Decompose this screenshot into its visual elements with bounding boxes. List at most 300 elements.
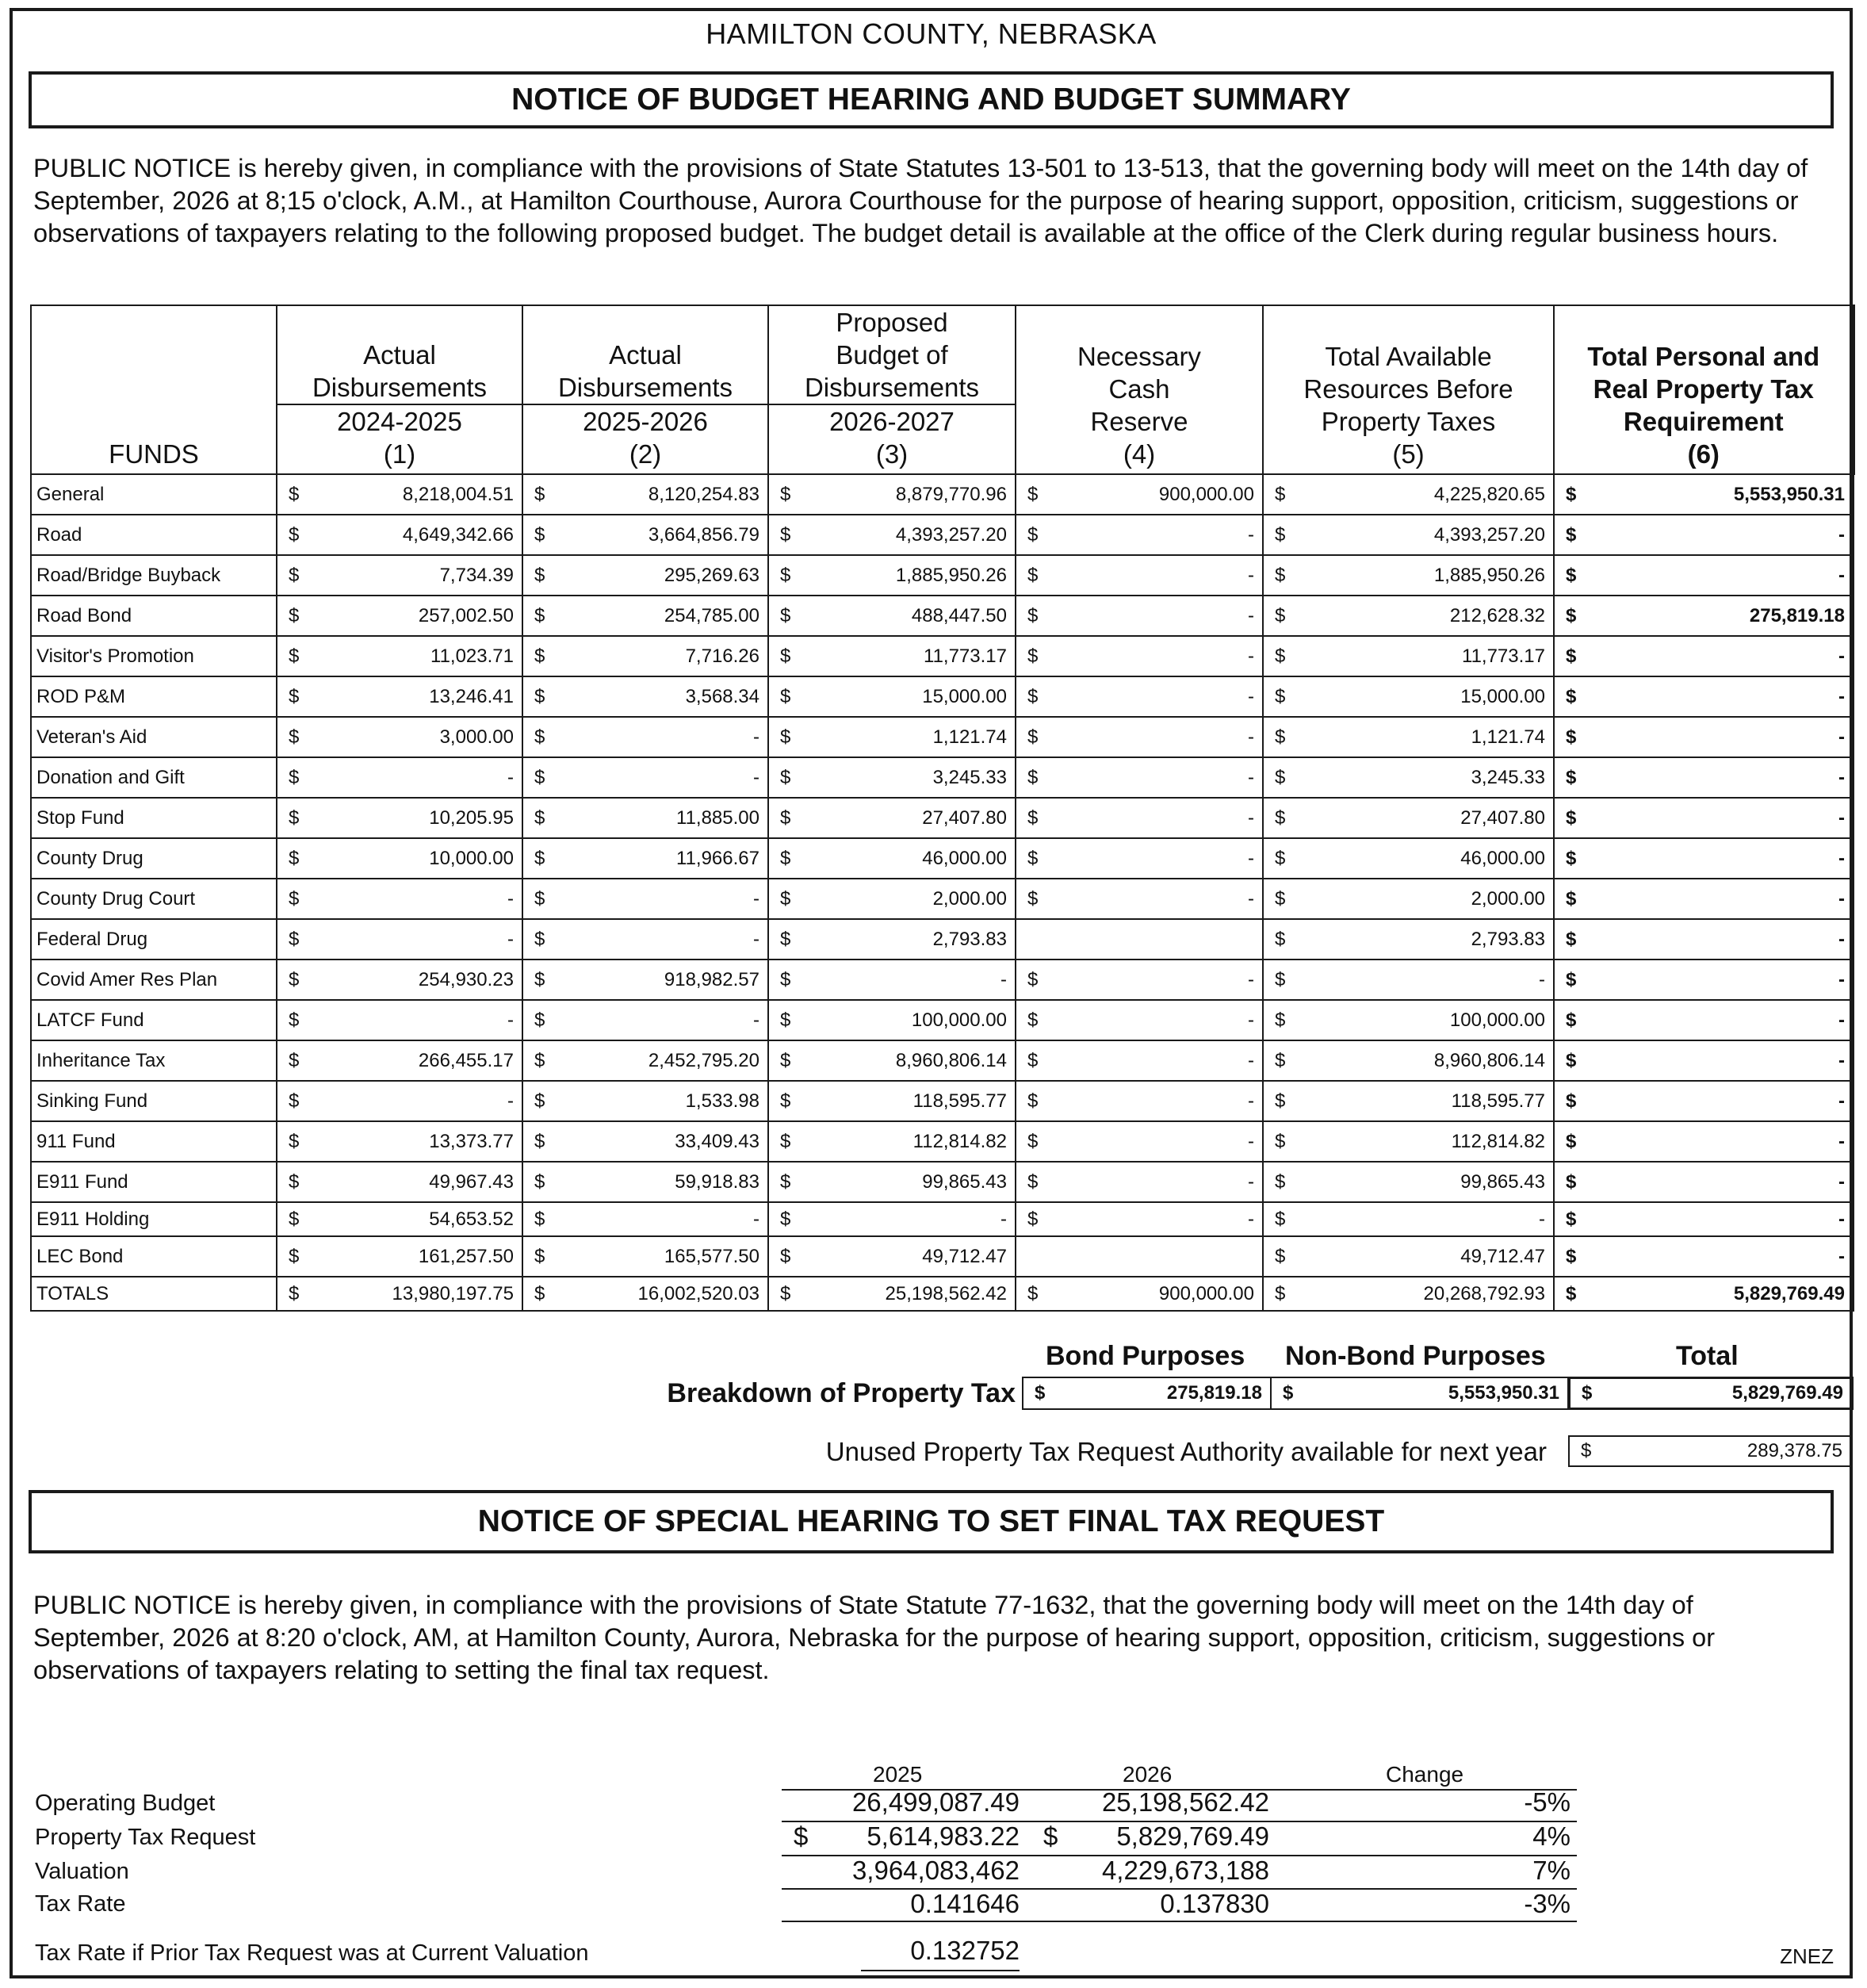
amount-cell [1554, 596, 1854, 636]
budget-row [31, 798, 1854, 838]
amount-value: 2,000.00 [1471, 887, 1545, 910]
currency-sign: $ [534, 1170, 545, 1193]
amount-value: 11,885.00 [676, 806, 759, 829]
amount-value: 165,577.50 [664, 1245, 759, 1267]
amount-value: - [1248, 887, 1254, 910]
currency-sign: $ [1275, 806, 1286, 829]
currency-sign: $ [1027, 1208, 1039, 1230]
amount-value: 3,664,856.79 [648, 523, 759, 546]
amount-value: 112,814.82 [912, 1130, 1007, 1152]
final-row-2026: 4,229,673,188 [1101, 1856, 1269, 1885]
amount-cell [1554, 1040, 1854, 1081]
amount-cell [1016, 1236, 1263, 1277]
amount-value: 1,885,950.26 [1433, 564, 1545, 586]
currency-sign: $ [1027, 1130, 1039, 1152]
amount-cell [522, 515, 768, 555]
currency-sign: $ [1027, 847, 1039, 869]
currency-sign: $ [534, 887, 545, 910]
currency-sign: $ [289, 1208, 300, 1230]
amount-value: 49,712.47 [1460, 1245, 1545, 1267]
amount-cell [1263, 1202, 1554, 1236]
col4-title: Necessary Cash Reserve [1077, 342, 1201, 436]
currency-sign: $ [1566, 564, 1577, 586]
final-row-label: Property Tax Request [35, 1825, 256, 1850]
amount-value: - [1248, 1130, 1254, 1152]
currency-sign: $ [1275, 1170, 1286, 1193]
budget-row [31, 879, 1854, 919]
amount-cell [522, 879, 768, 919]
special-hearing-title: NOTICE OF SPECIAL HEARING TO SET FINAL TAX REQUEST [29, 1490, 1834, 1553]
non-bond-purposes-value: $ 5,553,950.31 [1270, 1377, 1569, 1410]
amount-cell [1016, 515, 1263, 555]
budget-row [31, 1121, 1854, 1162]
amount-cell [1016, 757, 1263, 798]
currency-sign: $ [1027, 1282, 1039, 1304]
currency-sign: $ [289, 645, 300, 667]
budget-row [31, 919, 1854, 960]
currency-sign: $ [289, 1245, 300, 1267]
amount-cell [768, 717, 1016, 757]
amount-cell [1554, 474, 1854, 515]
amount-value: - [1838, 928, 1845, 950]
fund-name: Stop Fund [31, 798, 277, 838]
currency-sign: $ [1027, 604, 1039, 626]
amount-cell [768, 1162, 1016, 1202]
amount-cell [522, 676, 768, 717]
amount-value: 10,205.95 [429, 806, 514, 829]
amount-cell [1016, 676, 1263, 717]
amount-cell [277, 474, 522, 515]
amount-cell [1016, 717, 1263, 757]
amount-cell [1263, 676, 1554, 717]
currency-sign: $ [1566, 766, 1577, 788]
amount-value: - [1000, 968, 1007, 990]
amount-cell [1554, 636, 1854, 676]
currency-sign: $ [1275, 766, 1286, 788]
county-title: HAMILTON COUNTY, NEBRASKA [706, 17, 1157, 50]
fund-name: 911 Fund [31, 1121, 277, 1162]
currency-sign: $ [780, 1130, 791, 1152]
currency-sign: $ [534, 928, 545, 950]
amount-cell [277, 757, 522, 798]
currency-sign: $ [1566, 806, 1577, 829]
currency-sign: $ [1275, 564, 1286, 586]
currency-sign: $ [1566, 604, 1577, 626]
currency-sign: $ [1027, 645, 1039, 667]
currency-sign: $ [1027, 968, 1039, 990]
final-row-label: Valuation [35, 1859, 129, 1884]
final-header-change: Change [1386, 1762, 1464, 1787]
amount-cell [768, 636, 1016, 676]
amount-cell [522, 1277, 768, 1311]
amount-cell [768, 1000, 1016, 1040]
amount-cell [768, 1236, 1016, 1277]
currency-sign: $ [1027, 1170, 1039, 1193]
amount-cell [1016, 636, 1263, 676]
amount-value: 20,268,792.93 [1423, 1282, 1545, 1304]
amount-value: 918,982.57 [664, 968, 759, 990]
amount-value: 54,653.52 [429, 1208, 514, 1230]
amount-value: - [1838, 887, 1845, 910]
amount-cell [1016, 838, 1263, 879]
col6-num: (6) [1687, 439, 1720, 469]
currency-sign: $ [1275, 1208, 1286, 1230]
amount-cell [522, 596, 768, 636]
amount-value: - [1838, 968, 1845, 990]
currency-sign: $ [1581, 1440, 1592, 1461]
amount-cell [277, 1000, 522, 1040]
currency-sign: $ [289, 1090, 300, 1112]
amount-cell [277, 515, 522, 555]
amount-value: 5,829,769.49 [1733, 1282, 1845, 1304]
amount-value: - [1248, 604, 1254, 626]
bond-purposes-header: Bond Purposes [1046, 1341, 1245, 1371]
currency-sign: $ [534, 766, 545, 788]
currency-sign: $ [1566, 1245, 1577, 1267]
amount-value: 3,245.33 [1471, 766, 1545, 788]
amount-cell [277, 798, 522, 838]
currency-sign: $ [534, 806, 545, 829]
amount-cell [1554, 960, 1854, 1000]
final-row-2026: 5,829,769.49 [1116, 1821, 1269, 1851]
amount-value: 8,120,254.83 [648, 483, 759, 505]
amount-value: 10,000.00 [429, 847, 514, 869]
amount-cell [1263, 960, 1554, 1000]
currency-sign: $ [534, 685, 545, 707]
amount-cell [522, 636, 768, 676]
amount-value: 46,000.00 [922, 847, 1007, 869]
amount-cell [768, 1277, 1016, 1311]
amount-value: - [1838, 645, 1845, 667]
amount-cell [522, 1040, 768, 1081]
amount-value: 295,269.63 [664, 564, 759, 586]
amount-value: 254,785.00 [664, 604, 759, 626]
amount-cell [1554, 757, 1854, 798]
amount-value: 4,225,820.65 [1433, 483, 1545, 505]
amount-value: 11,773.17 [924, 645, 1007, 667]
amount-value: - [1838, 685, 1845, 707]
amount-value: 8,960,806.14 [1433, 1049, 1545, 1071]
currency-sign: $ [780, 1282, 791, 1304]
amount-cell [1554, 1277, 1854, 1311]
amount-cell [277, 1121, 522, 1162]
currency-sign: $ [534, 1245, 545, 1267]
currency-sign: $ [1275, 968, 1286, 990]
amount-cell [1016, 474, 1263, 515]
amount-cell [1263, 757, 1554, 798]
fund-name: TOTALS [31, 1277, 277, 1311]
fund-name: Donation and Gift [31, 757, 277, 798]
amount-value: 112,814.82 [1451, 1130, 1545, 1152]
amount-cell [1263, 636, 1554, 676]
fund-name: ROD P&M [31, 676, 277, 717]
amount-value: - [1838, 847, 1845, 869]
amount-value: - [1248, 726, 1254, 748]
col3-year: 2026-2027 [829, 407, 955, 436]
amount-value: 1,885,950.26 [895, 564, 1007, 586]
amount-value: - [1248, 1049, 1254, 1071]
currency-sign: $ [780, 1208, 791, 1230]
amount-value: - [1539, 968, 1545, 990]
currency-sign: $ [1566, 1090, 1577, 1112]
amount-cell [1554, 515, 1854, 555]
amount-cell [1263, 1040, 1554, 1081]
fund-name: LEC Bond [31, 1236, 277, 1277]
currency-sign: $ [1027, 726, 1039, 748]
amount-value: - [1838, 806, 1845, 829]
amount-value: 27,407.80 [1460, 806, 1545, 829]
col1-year: 2024-2025 [337, 407, 462, 436]
non-bond-purposes-header: Non-Bond Purposes [1285, 1341, 1546, 1371]
amount-cell [768, 879, 1016, 919]
amount-cell [1263, 798, 1554, 838]
amount-value: 161,257.50 [418, 1245, 514, 1267]
currency-sign: $ [780, 1009, 791, 1031]
budget-row [31, 1236, 1854, 1277]
fund-name: Federal Drug [31, 919, 277, 960]
amount-value: 33,409.43 [675, 1130, 759, 1152]
currency-sign: $ [780, 968, 791, 990]
amount-cell [277, 919, 522, 960]
amount-cell [1263, 555, 1554, 596]
amount-cell [522, 919, 768, 960]
amount-value: - [1248, 847, 1254, 869]
amount-cell [1016, 879, 1263, 919]
fund-name: Veteran's Aid [31, 717, 277, 757]
amount-value: - [1838, 523, 1845, 546]
budget-row [31, 636, 1854, 676]
unused-authority-value: $ 289,378.75 [1568, 1435, 1852, 1467]
amount-cell [768, 515, 1016, 555]
amount-value: - [1838, 1130, 1845, 1152]
currency-sign: $ [780, 928, 791, 950]
currency-sign: $ [289, 1049, 300, 1071]
amount-value: - [753, 726, 759, 748]
budget-row [31, 555, 1854, 596]
amount-value: 2,793.83 [932, 928, 1007, 950]
amount-cell [277, 676, 522, 717]
amount-cell [277, 555, 522, 596]
currency-sign: $ [1275, 1282, 1286, 1304]
amount-cell [277, 960, 522, 1000]
fund-name: Sinking Fund [31, 1081, 277, 1121]
currency-sign: $ [1566, 847, 1577, 869]
currency-sign: $ [534, 1130, 545, 1152]
currency-sign: $ [1566, 1130, 1577, 1152]
currency-sign: $ [1566, 887, 1577, 910]
amount-cell [277, 1236, 522, 1277]
currency-sign: $ [1283, 1382, 1294, 1404]
budget-row [31, 838, 1854, 879]
fund-name: E911 Holding [31, 1202, 277, 1236]
currency-sign: $ [1275, 685, 1286, 707]
amount-cell [1554, 717, 1854, 757]
amount-value: - [1838, 1208, 1845, 1230]
notice-page [10, 8, 1853, 1978]
amount-cell [1263, 717, 1554, 757]
amount-cell [768, 798, 1016, 838]
col3-title: Proposed Budget of Disbursements [804, 308, 980, 402]
amount-cell [1554, 838, 1854, 879]
amount-cell [522, 1202, 768, 1236]
amount-value: - [753, 766, 759, 788]
currency-sign: $ [1027, 766, 1039, 788]
currency-sign: $ [289, 685, 300, 707]
budget-row [31, 474, 1854, 515]
amount-cell [768, 474, 1016, 515]
amount-value: - [1838, 1009, 1845, 1031]
amount-cell [522, 555, 768, 596]
currency-sign: $ [289, 1009, 300, 1031]
unused-authority-label: Unused Property Tax Request Authority available for next year [825, 1437, 1547, 1466]
budget-row [31, 1277, 1854, 1311]
amount-value: 16,002,520.03 [637, 1282, 759, 1304]
amount-cell [1554, 919, 1854, 960]
amount-cell [1554, 1081, 1854, 1121]
currency-sign: $ [780, 1090, 791, 1112]
amount-cell [768, 960, 1016, 1000]
amount-cell [1016, 1202, 1263, 1236]
amount-cell [277, 838, 522, 879]
currency-sign: $ [289, 847, 300, 869]
final-row-change: -5% [1524, 1787, 1570, 1817]
currency-sign: $ [780, 887, 791, 910]
amount-value: 266,455.17 [418, 1049, 514, 1071]
currency-sign: $ [289, 604, 300, 626]
currency-sign: $ [780, 847, 791, 869]
amount-value: 4,393,257.20 [895, 523, 1007, 546]
amount-cell [1016, 1277, 1263, 1311]
currency-sign: $ [1275, 483, 1286, 505]
amount-value: - [1248, 564, 1254, 586]
currency-sign: $ [780, 645, 791, 667]
budget-row [31, 1162, 1854, 1202]
amount-cell [1554, 1162, 1854, 1202]
amount-cell [1554, 798, 1854, 838]
currency-sign: $ [1275, 1090, 1286, 1112]
budget-row [31, 757, 1854, 798]
currency-sign: $ [534, 564, 545, 586]
budget-row [31, 717, 1854, 757]
amount-cell [277, 1277, 522, 1311]
budget-row [31, 1081, 1854, 1121]
final-row-2025: 26,499,087.49 [851, 1787, 1020, 1817]
amount-value: 118,595.77 [1451, 1090, 1545, 1112]
currency-sign: $ [1027, 564, 1039, 586]
amount-value: - [1248, 645, 1254, 667]
amount-value: - [1838, 1170, 1845, 1193]
currency-sign: $ [1566, 1009, 1577, 1031]
amount-value: - [1000, 1208, 1007, 1230]
amount-value: 100,000.00 [911, 1009, 1007, 1031]
currency-sign: $ [534, 1049, 545, 1071]
amount-cell [1016, 960, 1263, 1000]
final-header-2025: 2025 [873, 1762, 923, 1787]
amount-value: 8,879,770.96 [895, 483, 1007, 505]
final-row-2025: 0.141646 [910, 1889, 1020, 1918]
amount-cell [522, 1000, 768, 1040]
amount-cell [1263, 1277, 1554, 1311]
amount-value: 100,000.00 [1449, 1009, 1545, 1031]
amount-cell [277, 636, 522, 676]
fund-name: E911 Fund [31, 1162, 277, 1202]
col2-year: 2025-2026 [583, 407, 708, 436]
final-row-2025: 5,614,983.22 [867, 1821, 1020, 1851]
amount-value: 11,773.17 [1462, 645, 1545, 667]
amount-cell [1263, 838, 1554, 879]
amount-value: 275,819.18 [1749, 604, 1845, 626]
amount-value: - [1838, 564, 1845, 586]
budget-row [31, 1040, 1854, 1081]
fund-name: Road Bond [31, 596, 277, 636]
budget-table-body [31, 474, 1854, 1311]
currency-sign: $ [1275, 1130, 1286, 1152]
col2-num: (2) [629, 439, 662, 469]
amount-value: 59,918.83 [675, 1170, 759, 1193]
col1-num: (1) [383, 439, 416, 469]
col4-num: (4) [1123, 439, 1156, 469]
amount-cell [1263, 879, 1554, 919]
amount-value: - [1248, 1009, 1254, 1031]
amount-value: - [507, 928, 514, 950]
amount-cell [768, 838, 1016, 879]
amount-cell [1554, 1236, 1854, 1277]
currency-sign: $ [1566, 1049, 1577, 1071]
currency-sign: $ [1275, 928, 1286, 950]
currency-sign: $ [780, 1049, 791, 1071]
amount-cell [1263, 1236, 1554, 1277]
currency-sign: $ [289, 766, 300, 788]
amount-value: - [1248, 1208, 1254, 1230]
amount-value: 99,865.43 [922, 1170, 1007, 1193]
amount-cell [1263, 919, 1554, 960]
budget-row [31, 1000, 1854, 1040]
currency-sign: $ [1566, 726, 1577, 748]
amount-cell [1016, 798, 1263, 838]
amount-value: - [1838, 766, 1845, 788]
final-row-2026: 0.137830 [1160, 1889, 1269, 1918]
amount-cell [768, 676, 1016, 717]
currency-sign: $ [1027, 1090, 1039, 1112]
final-row-change: 4% [1532, 1821, 1570, 1851]
amount-value: 15,000.00 [922, 685, 1007, 707]
amount-value: 7,734.39 [439, 564, 514, 586]
amount-value: 488,447.50 [911, 604, 1007, 626]
fund-name: LATCF Fund [31, 1000, 277, 1040]
fund-name: Inheritance Tax [31, 1040, 277, 1081]
currency-sign: $ [289, 523, 300, 546]
currency-sign: $ [1027, 887, 1039, 910]
amount-value: - [507, 1009, 514, 1031]
amount-cell [768, 555, 1016, 596]
currency-sign: $ [780, 564, 791, 586]
currency-sign: $ [289, 726, 300, 748]
amount-cell [1263, 1000, 1554, 1040]
currency-sign: $ [1027, 523, 1039, 546]
amount-cell [768, 1081, 1016, 1121]
amount-value: - [1248, 766, 1254, 788]
amount-value: 4,393,257.20 [1433, 523, 1545, 546]
amount-cell [1016, 1000, 1263, 1040]
currency-sign: $ [1275, 1049, 1286, 1071]
amount-cell [277, 1202, 522, 1236]
currency-sign: $ [1566, 1282, 1577, 1304]
budget-summary-table [30, 305, 1855, 1312]
currency-sign: $ [289, 928, 300, 950]
bond-purposes-value: $ 275,819.18 [1022, 1377, 1272, 1410]
amount-value: 13,980,197.75 [392, 1282, 514, 1304]
amount-value: - [1838, 1049, 1845, 1071]
